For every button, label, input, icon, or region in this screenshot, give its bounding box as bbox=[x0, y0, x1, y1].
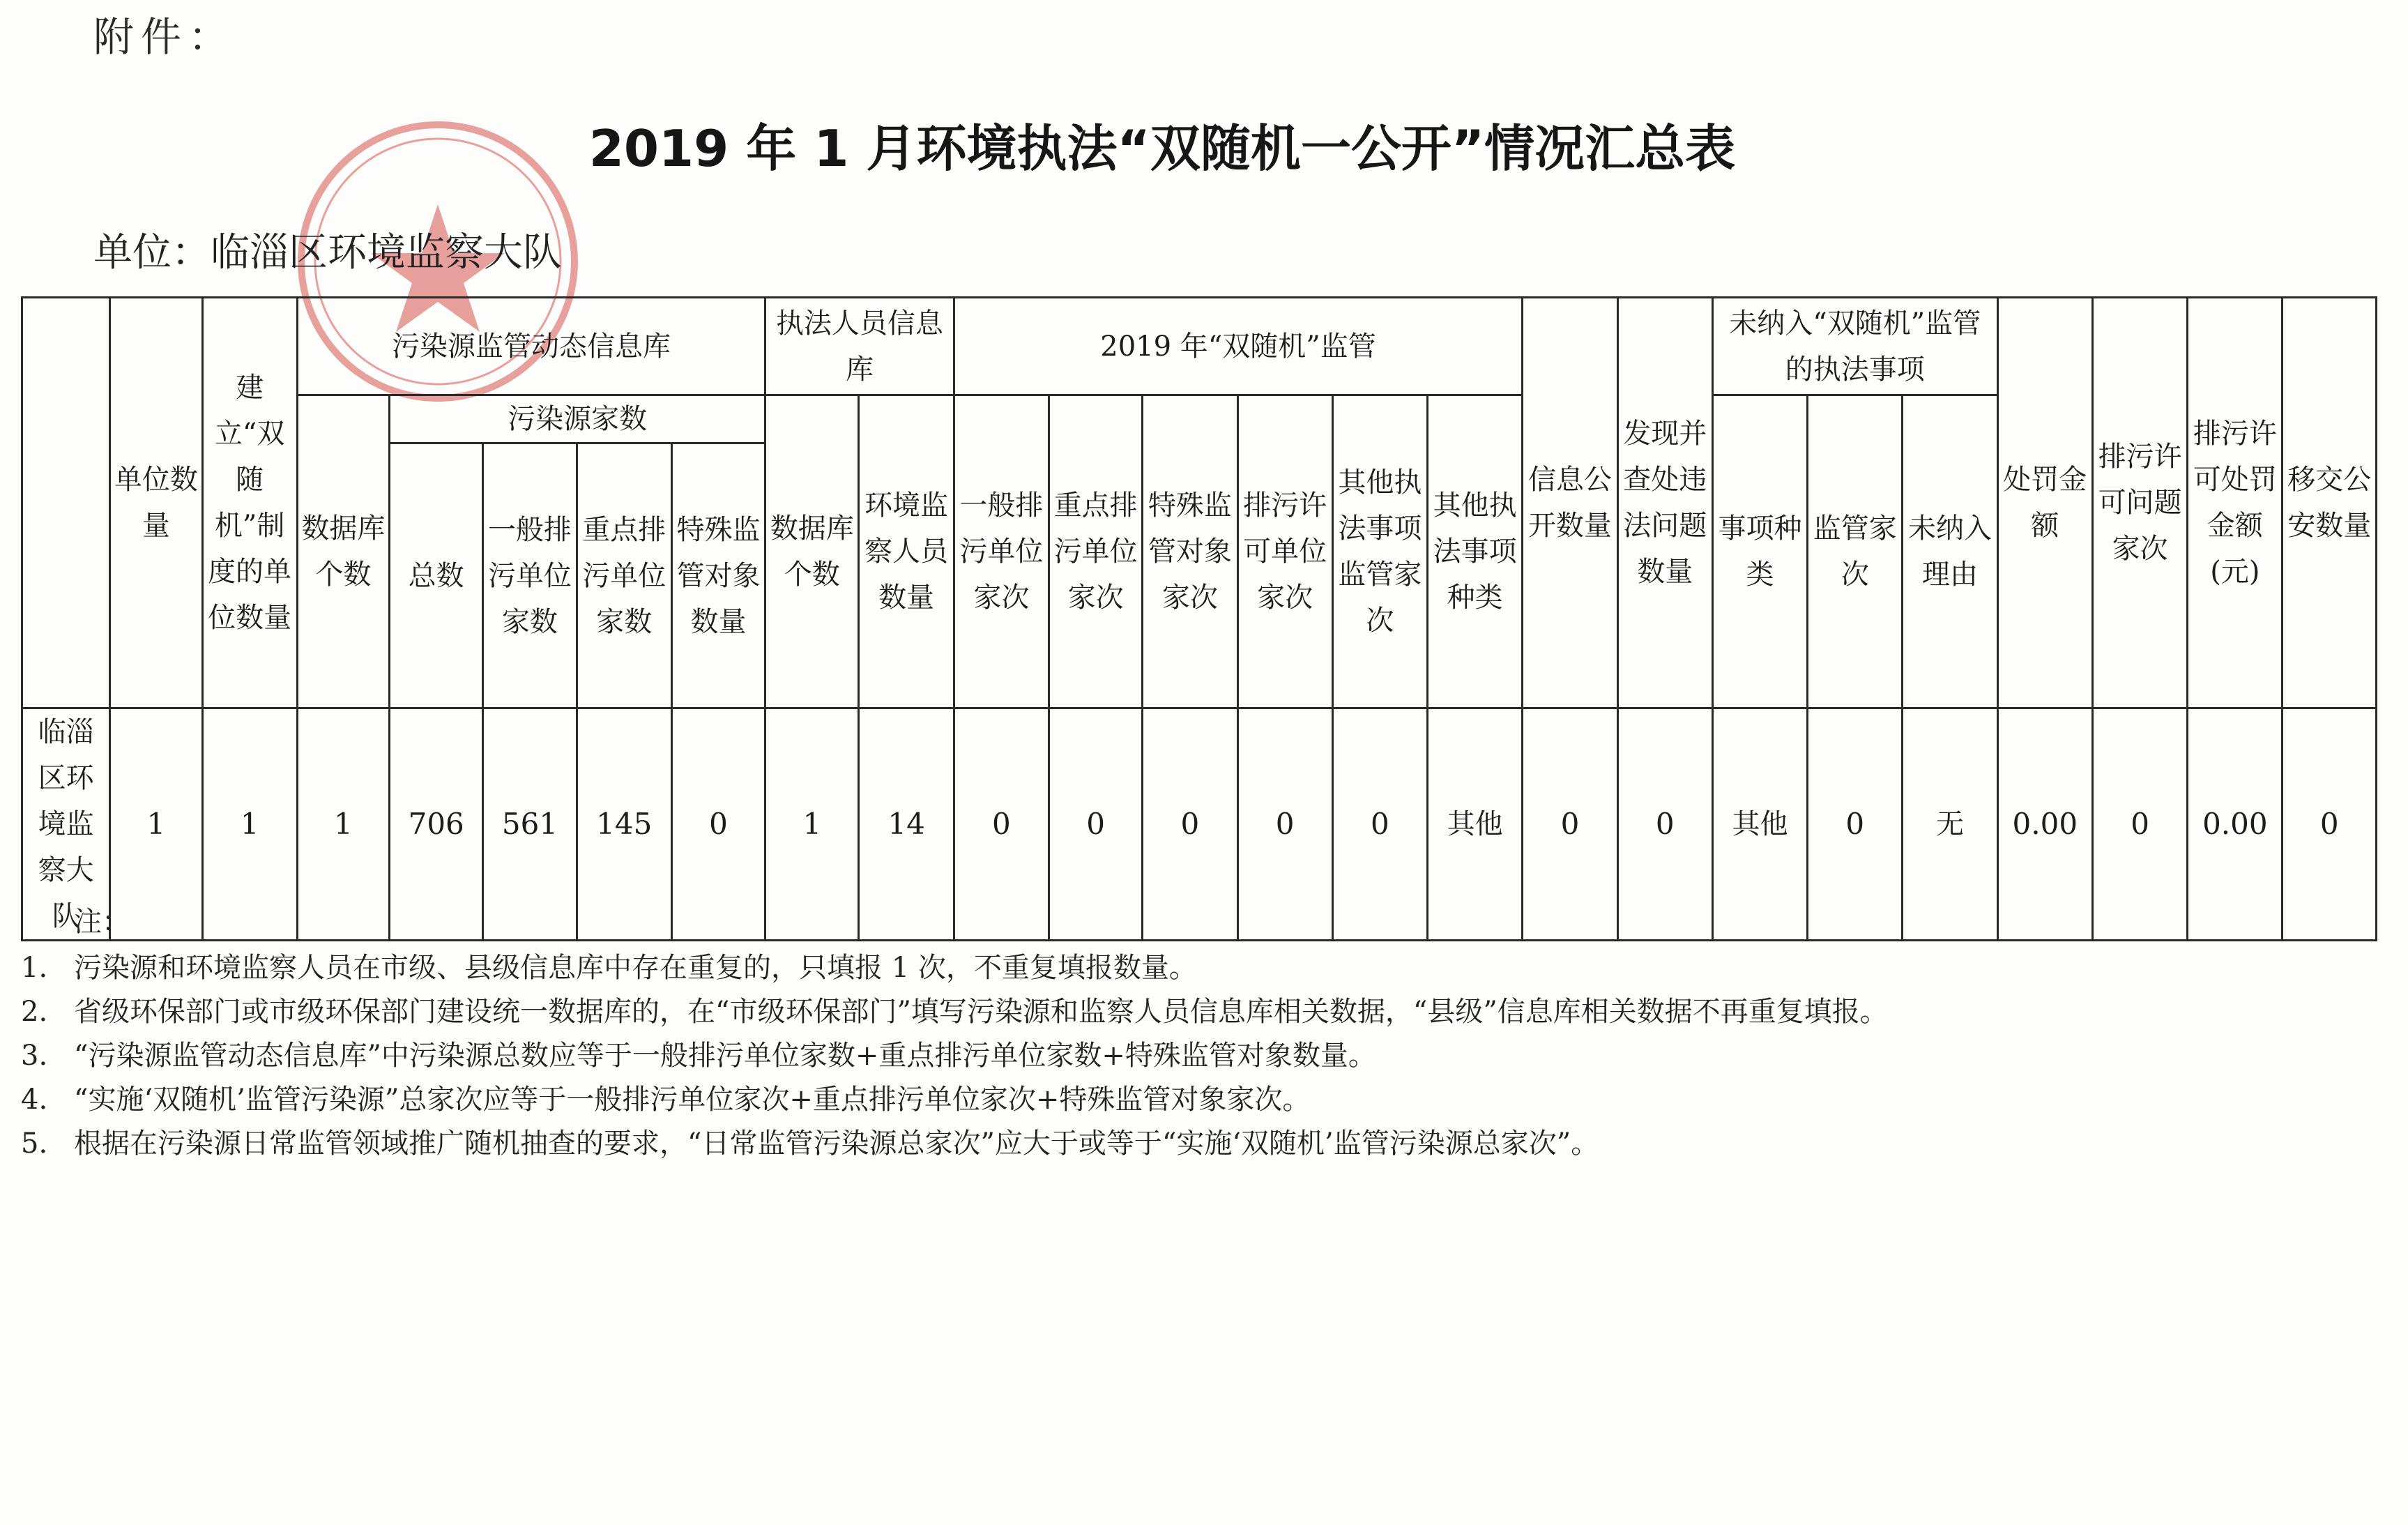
cell-other-item-types: 其他 bbox=[1428, 708, 1523, 941]
header-permit-penalty: 排污许可处罚金额(元) bbox=[2188, 298, 2283, 708]
cell-special-visits: 0 bbox=[1143, 708, 1237, 941]
header-special-objects: 特殊监管对象数量 bbox=[671, 443, 765, 708]
header-pollution-source-count: 污染源家数 bbox=[390, 395, 765, 443]
header-special-visits: 特殊监管对象家次 bbox=[1143, 395, 1237, 708]
cell-permit-visits: 0 bbox=[1237, 708, 1332, 941]
header-info-public: 信息公开数量 bbox=[1523, 298, 1617, 708]
note-item bbox=[21, 1122, 2391, 1166]
header-key-visits: 重点排污单位家次 bbox=[1049, 395, 1142, 708]
note-text: 省级环保部门或市级环保部门建设统一数据库的，在“市级环保部门”填写污染源和监察人员信息库相关数据，“县级”信息库相关数据不再重复填报。 bbox=[74, 996, 1888, 1028]
header-key-units: 重点排污单位家数 bbox=[577, 443, 671, 708]
cell-key-units: 145 bbox=[577, 708, 671, 941]
cell-info-public: 0 bbox=[1523, 708, 1617, 941]
note-item bbox=[21, 946, 2391, 990]
header-total: 总数 bbox=[390, 443, 483, 708]
header-supervision-2019: 2019 年“双随机”监管 bbox=[954, 298, 1523, 395]
header-other-item-types: 其他执法事项种类 bbox=[1428, 395, 1523, 708]
corner-header-cell bbox=[22, 298, 110, 708]
cell-special-objects: 0 bbox=[671, 708, 765, 941]
note-number: 5. bbox=[21, 1128, 48, 1160]
cell-personnel-db-count: 1 bbox=[765, 708, 859, 941]
cell-general-visits: 0 bbox=[954, 708, 1049, 941]
attachment-label: 附件： bbox=[93, 13, 236, 61]
header-penalty-amount: 处罚金额 bbox=[1997, 298, 2092, 708]
cell-police-transfer: 0 bbox=[2283, 708, 2377, 941]
cell-inspectors: 14 bbox=[859, 708, 954, 941]
header-personnel-db-count: 数据库个数 bbox=[765, 395, 859, 708]
notes-section bbox=[21, 900, 2391, 1166]
header-established-units: 建立“双随机”制度的单位数量 bbox=[202, 298, 297, 708]
notes-list bbox=[21, 946, 2391, 1166]
header-permit-issue-visits: 排污许可问题家次 bbox=[2092, 298, 2187, 708]
note-text: 污染源和环境监察人员在市级、县级信息库中存在重复的，只填报 1 次，不重复填报数量。 bbox=[74, 952, 1197, 984]
header-personnel-db: 执法人员信息库 bbox=[765, 298, 954, 395]
cell-permit-penalty: 0.00 bbox=[2188, 708, 2283, 941]
unit-line: 单位：临淄区环境监察大队 bbox=[93, 230, 562, 275]
notes-label: 注： bbox=[74, 906, 130, 938]
header-other-item-visits: 其他执法事项监管家次 bbox=[1332, 395, 1427, 708]
cell-violations-found: 0 bbox=[1617, 708, 1712, 941]
header-inspectors: 环境监察人员数量 bbox=[859, 395, 954, 708]
note-number: 4. bbox=[21, 1084, 48, 1116]
header-unit-count: 单位数量 bbox=[110, 298, 202, 708]
note-number: 1. bbox=[21, 952, 48, 984]
header-supervision-visits: 监管家次 bbox=[1808, 395, 1903, 708]
note-number: 2. bbox=[21, 996, 48, 1028]
header-not-included: 未纳入“双随机”监管的执法事项 bbox=[1712, 298, 1997, 395]
header-db-count: 数据库个数 bbox=[297, 395, 389, 708]
note-text: 根据在污染源日常监管领域推广随机抽查的要求，“日常监管污染源总家次”应大于或等于“实施‘双随机’监管污染源总家次”。 bbox=[74, 1128, 1599, 1160]
note-item bbox=[21, 990, 2391, 1034]
header-permit-visits: 排污许可单位家次 bbox=[1237, 395, 1332, 708]
note-item bbox=[21, 1078, 2391, 1122]
header-police-transfer: 移交公安数量 bbox=[2283, 298, 2377, 708]
cell-key-visits: 0 bbox=[1049, 708, 1142, 941]
header-not-included-reason: 未纳入理由 bbox=[1903, 395, 1997, 708]
cell-item-types: 其他 bbox=[1712, 708, 1807, 941]
note-text: “实施‘双随机’监管污染源”总家次应等于一般排污单位家次+重点排污单位家次+特殊监管对象家次。 bbox=[74, 1084, 1311, 1116]
cell-supervision-visits: 0 bbox=[1808, 708, 1903, 941]
header-pollution-db: 污染源监管动态信息库 bbox=[297, 298, 765, 395]
document-title: 2019 年 1 月环境执法“双随机一公开”情况汇总表 bbox=[588, 119, 1736, 178]
header-item-types: 事项种类 bbox=[1712, 395, 1807, 708]
cell-general-units: 561 bbox=[483, 708, 577, 941]
header-violations-found: 发现并查处违法问题数量 bbox=[1617, 298, 1712, 708]
header-general-visits: 一般排污单位家次 bbox=[954, 395, 1049, 708]
note-item bbox=[21, 1034, 2391, 1078]
cell-other-item-visits: 0 bbox=[1332, 708, 1427, 941]
header-general-units: 一般排污单位家数 bbox=[483, 443, 577, 708]
cell-unit-count: 1 bbox=[110, 708, 202, 941]
note-text: “污染源监管动态信息库”中污染源总数应等于一般排污单位家数+重点排污单位家数+特殊监管对象数量。 bbox=[74, 1040, 1376, 1072]
cell-established-units: 1 bbox=[202, 708, 297, 941]
cell-db-count: 1 bbox=[297, 708, 389, 941]
note-number: 3. bbox=[21, 1040, 48, 1072]
cell-permit-issue-visits: 0 bbox=[2092, 708, 2187, 941]
cell-unit-name: 临淄区环境监察大队 bbox=[22, 708, 110, 941]
cell-total: 706 bbox=[390, 708, 483, 941]
cell-penalty-amount: 0.00 bbox=[1997, 708, 2092, 941]
cell-not-included-reason: 无 bbox=[1903, 708, 1997, 941]
summary-table bbox=[21, 296, 2377, 941]
